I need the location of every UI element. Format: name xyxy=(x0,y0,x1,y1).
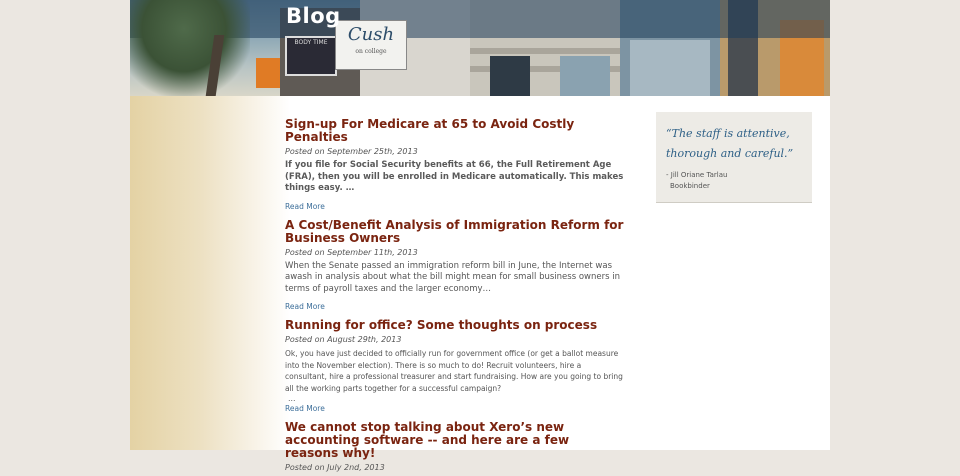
storefront-sign-sub: on college xyxy=(355,48,387,55)
shop-sign-text: BODY TIME xyxy=(294,39,328,46)
post-excerpt-text: When the Senate passed an immigration reform bill in June, the Internet was awash in analysis about what the bill might mean for small business owners in terms of payroll taxes and the larger economy… xyxy=(285,260,620,294)
testimonial-author: - Jill Oriane Tarlau xyxy=(666,171,728,179)
read-more-link[interactable]: Read More xyxy=(285,201,325,211)
read-more-link[interactable]: Read More xyxy=(285,302,325,311)
header-banner xyxy=(130,0,830,96)
post-date: Posted on August 29th, 2013 xyxy=(285,335,402,344)
blog-post xyxy=(285,421,625,473)
post-title[interactable]: We cannot stop talking about Xero’s new accounting software -- and here are a few reasons why! xyxy=(285,420,570,460)
post-excerpt: Ok, you have just decided to officially run for government office (or get a ballot measure into the November election). There is so much to do! Recruit volunteers, hire a consultant, hire a professional treasurer and start fundraising. How are you going to bring all the working parts together for a successful campaign? xyxy=(285,349,623,393)
shop-sign xyxy=(285,36,337,76)
post-title[interactable]: Sign-up For Medicare at 65 to Avoid Costly Penalties xyxy=(285,117,575,144)
blog-post xyxy=(285,219,625,313)
post-date: Posted on September 25th, 2013 xyxy=(285,147,418,156)
banner-orange-awning xyxy=(256,58,280,88)
blog-post xyxy=(285,319,625,414)
post-date: Posted on July 2nd, 2013 xyxy=(285,463,385,472)
blog-post-list xyxy=(285,96,625,476)
post-title[interactable]: Running for office? Some thoughts on process xyxy=(285,318,598,332)
post-date: Posted on September 11th, 2013 xyxy=(285,247,418,257)
left-decorative-column xyxy=(130,96,290,450)
banner-tree xyxy=(130,0,250,96)
page-title: Blog xyxy=(286,4,341,28)
post-ellipsis: … xyxy=(288,394,296,403)
read-more-link[interactable]: Read More xyxy=(285,404,325,413)
post-excerpt: If you file for Social Security benefits at 66, the Full Retirement Age (FRA), then you will be enrolled in Medicare automatically. This makes things easy. … xyxy=(285,160,624,193)
testimonial-role: Bookbinder xyxy=(670,182,710,190)
post-excerpt xyxy=(285,261,625,296)
post-title[interactable]: A Cost/Benefit Analysis of Immigration Reform for Business Owners xyxy=(285,217,624,245)
storefront-sign xyxy=(335,20,407,70)
blog-post xyxy=(285,118,625,212)
testimonial-quote: “The staff is attentive, thorough and careful.” xyxy=(666,127,794,160)
page-container xyxy=(130,0,830,472)
testimonial-box xyxy=(656,112,812,203)
storefront-sign-text: Cush xyxy=(347,24,395,45)
